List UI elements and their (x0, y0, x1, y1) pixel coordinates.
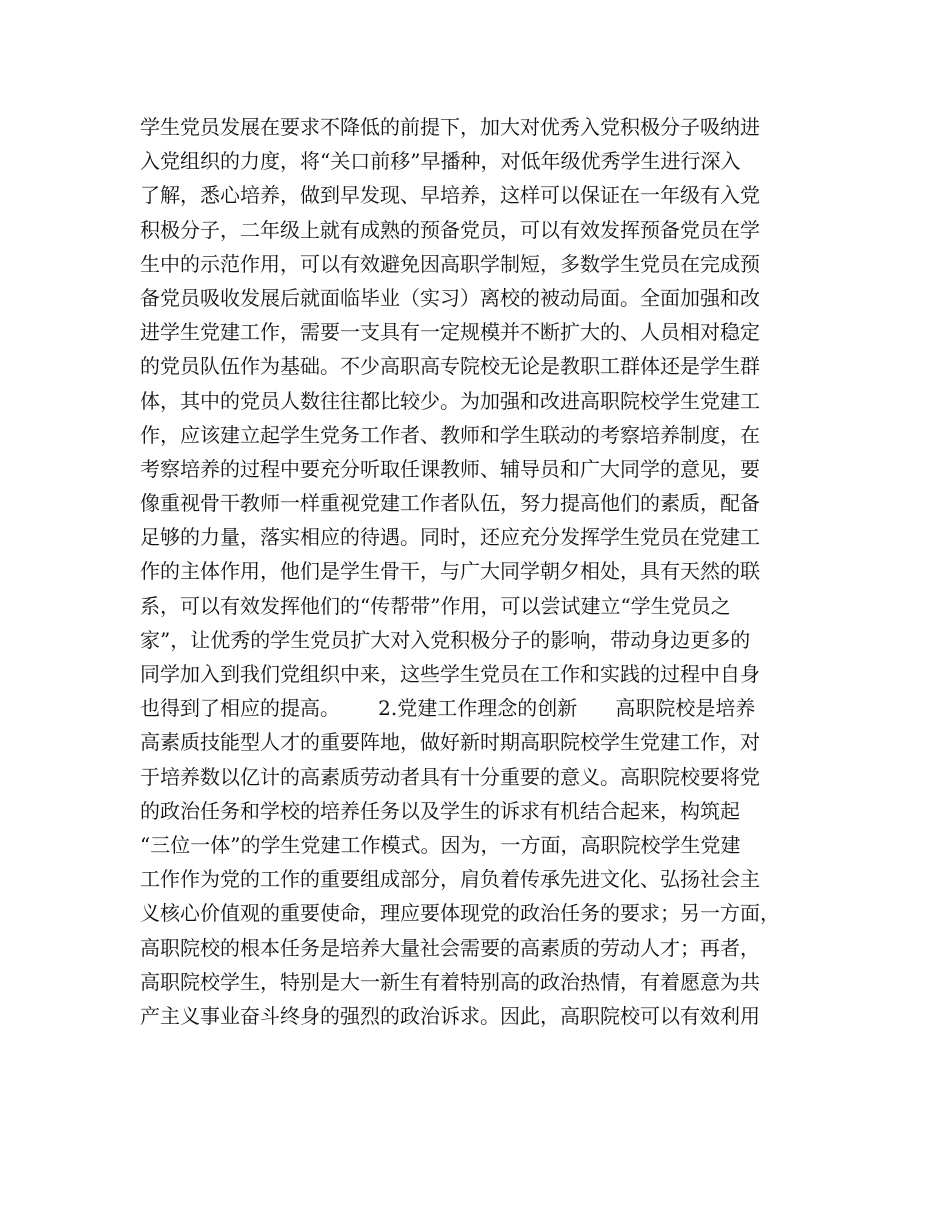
text-line: 作，应该建立起学生党务工作者、教师和学生联动的考察培养制度，在 (140, 422, 760, 447)
text-line: 体，其中的党员人数往往都比较少。为加强和改进高职院校学生党建工 (140, 388, 760, 413)
text-line: 于培养数以亿计的高素质劳动者具有十分重要的意义。高职院校要将党 (140, 764, 760, 789)
text-line: 作的主体作用，他们是学生骨干，与广大同学朝夕相处，具有天然的联 (140, 559, 760, 584)
text-line: “三位一体”的学生党建工作模式。因为，一方面，高职院校学生党建 (140, 832, 741, 857)
text-line: 同学加入到我们党组织中来，这些学生党员在工作和实践的过程中自身 (140, 662, 760, 686)
text-line: 义核心价值观的重要使命，理应要体现党的政治任务的要求；另一方面， (140, 901, 780, 926)
text-line: 生中的示范作用，可以有效避免因高职学制短，多数学生党员在完成预 (140, 251, 760, 276)
text-line: 工作作为党的工作的重要组成部分，肩负着传承先进文化、弘扬社会主 (140, 867, 760, 892)
text-line: 家”，让优秀的学生党员扩大对入党积极分子的影响，带动身边更多的 (140, 627, 751, 652)
text-line: 进学生党建工作，需要一支具有一定规模并不断扩大的、人员相对稳定 (140, 320, 760, 345)
text-line: 的政治任务和学校的培养任务以及学生的诉求有机结合起来，构筑起 (140, 798, 740, 823)
text-line: 备党员吸收发展后就面临毕业（实习）离校的被动局面。全面加强和改 (140, 285, 760, 310)
text-line: 高素质技能型人才的重要阵地，做好新时期高职院校学生党建工作，对 (140, 730, 760, 755)
text-line: 像重视骨干教师一样重视党建工作者队伍，努力提高他们的素质，配备 (140, 491, 760, 516)
text-line: 学生党员发展在要求不降低的前提下，加大对优秀入党积极分子吸纳进 (140, 115, 760, 139)
text-line: 的党员队伍作为基础。不少高职高专院校无论是教职工群体还是学生群 (140, 354, 760, 379)
text-line: 产主义事业奋斗终身的强烈的政治诉求。因此，高职院校可以有效利用 (140, 1003, 760, 1028)
text-line: 足够的力量，落实相应的待遇。同时，还应充分发挥学生党员在党建工 (140, 525, 760, 550)
text-line: 入党组织的力度，将“关口前移”早播种，对低年级优秀学生进行深入 (140, 149, 741, 174)
body-text (140, 110, 820, 1033)
text-line: 高职院校的根本任务是培养大量社会需要的高素质的劳动人才；再者， (140, 935, 760, 960)
text-line: 系，可以有效发挥他们的“传帮带”作用，可以尝试建立“学生党员之 (140, 593, 731, 618)
text-line: 积极分子，二年级上就有成熟的预备党员，可以有效发挥预备党员在学 (140, 217, 760, 242)
text-line: 也得到了相应的提高。 2.党建工作理念的创新 高职院校是培养 (140, 696, 756, 721)
text-line: 高职院校学生，特别是大一新生有着特别高的政治热情，有着愿意为共 (140, 969, 760, 994)
text-line: 了解，悉心培养，做到早发现、早培养，这样可以保证在一年级有入党 (140, 183, 760, 208)
text-line: 考察培养的过程中要充分听取任课教师、辅导员和广大同学的意见，要 (140, 456, 760, 481)
